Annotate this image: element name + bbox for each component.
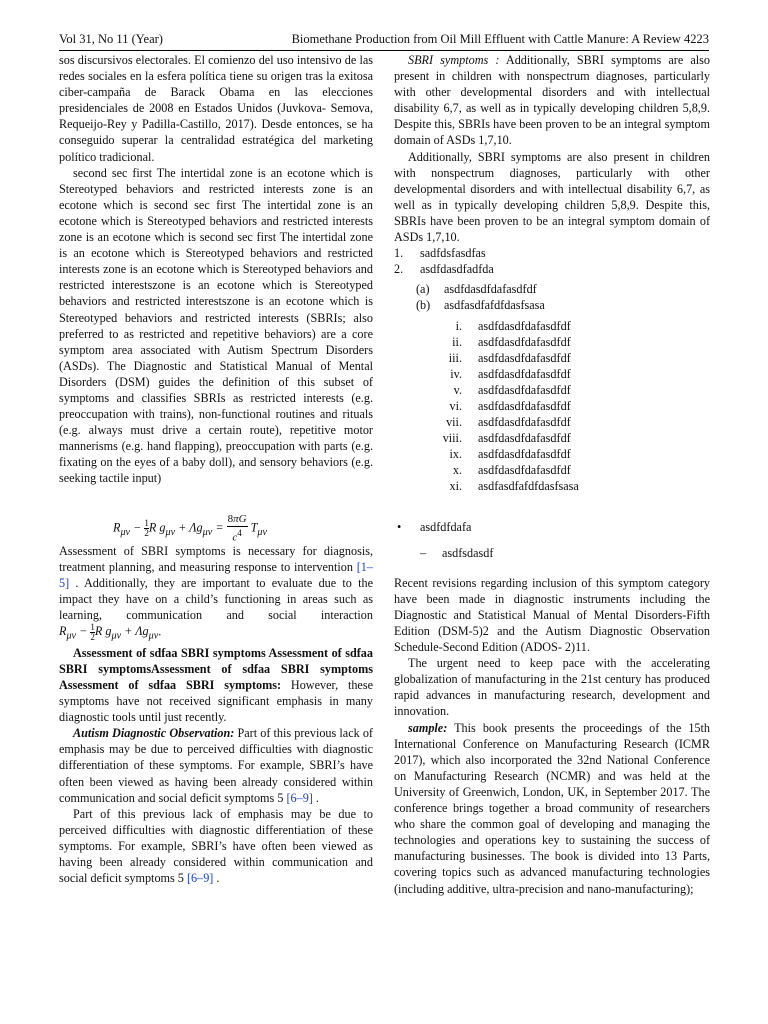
list-item	[394, 382, 710, 398]
lettered-list	[394, 281, 710, 313]
list-item-text: asdfdasdfdafasdfdf	[478, 431, 571, 446]
list-item	[394, 430, 710, 446]
header-volume: Vol 31, No 11 (Year)	[59, 32, 163, 46]
list-item	[394, 281, 710, 297]
list-item	[394, 366, 710, 382]
paragraph-lack-of-emphasis	[59, 806, 373, 886]
list-item-text: sadfdsfasdfas	[420, 246, 486, 261]
list-item-text: asdfdasdfdafasdfdf	[478, 366, 571, 381]
list-item-text: asdfdasdfdafasdfdf	[478, 447, 571, 462]
list-marker: 1.	[394, 246, 404, 261]
text-run: However, these symptoms have not received significant emphasis in many diagnostic tools until just recently.	[59, 678, 373, 725]
left-column	[59, 52, 373, 886]
run-in-heading: Autism Diagnostic Observation:	[73, 726, 235, 741]
paragraph-spanish-intro: sos discursivos electorales. El comienzo del uso intensivo de las redes sociales en la esfera política tiene su origen tras la exitosa ciber-campaña de Barack Obama en las elecciones presidenciales de 2008 en Estados Unidos (Juvkova- Semova, Requeijo-Rey y Padilla-Castillo, 2017). Desde entonces, se ha conseguido superar la centralidad estratégica del marketing político tradicional.	[59, 53, 373, 164]
list-item	[394, 261, 710, 277]
list-marker: xi.	[449, 479, 462, 494]
bullet-list	[394, 519, 710, 535]
paragraph-recent-revisions: Recent revisions regarding inclusion of this symptom category have been made in diagnostic instruments including the Diagnostic and Statistical Manual of Mental Disorders-Fifth Edition (DSM-5)2 and the Autism Diagnostic Observation Schedule-Second Edition (ADOS- 2)11.	[394, 575, 710, 655]
bullet-marker: •	[397, 519, 402, 534]
text-run: Part of this previous lack of emphasis may be due to perceived difficulties with diagnostic differentiation of these symptoms. For example, SBRI’s have often been viewed as having been already considered within communication and social deficit symptoms 5	[59, 806, 373, 886]
text-run: . Additionally, they are important to evaluate due to the impact they have on a child’s functioning in areas such as learning, communication and social interaction	[59, 575, 373, 622]
list-item	[394, 446, 710, 462]
list-item-text: asdfsdasdf	[442, 545, 494, 560]
list-item	[394, 478, 710, 494]
bold-run-heading: Assessment of sdfaa SBRI symptoms Assessment of sdfaa SBRI symptomsAssessment of sdfaa SBRI symptoms Assessment of sdfaa SBRI symptoms:	[59, 645, 373, 693]
list-item-text: asdfdasdfadfda	[420, 262, 494, 277]
list-item-text: asdfdasdfdafasdfdf	[478, 463, 571, 478]
list-marker: (b)	[416, 298, 431, 313]
numbered-list	[394, 245, 710, 277]
roman-list	[394, 318, 710, 495]
list-marker: x.	[452, 463, 462, 478]
list-item	[394, 545, 710, 561]
text-run: .	[213, 871, 220, 886]
right-column	[394, 52, 710, 897]
list-item-text: asdfdasdfdafasdfdf	[478, 318, 571, 333]
list-item	[394, 398, 710, 414]
paragraph-sbri-symptoms	[394, 52, 710, 149]
list-item	[394, 462, 710, 478]
list-item-text: asdfdasdfdafasdfdf	[478, 415, 571, 430]
citation-link[interactable]: [6–9]	[186, 871, 214, 886]
dash-list	[394, 545, 710, 561]
text-run: Part of this previous lack of emphasis may be due to perceived difficulties with diagnostic differentiation of these symptoms. For example, SBRI’s have often been viewed as having been already considered within communication and social deficit symptoms 5	[59, 726, 373, 805]
text-run: Additionally, SBRI symptoms are also present in children with nonspectrum diagnoses, particularly with other developmental disorders and with intellectual disability 6,7, as well as in typically developing children 5,8,9. Despite this, SBRIs have been proven to be an integral symptom domain of ASDs 1,7,10.	[394, 53, 710, 148]
list-item	[394, 334, 710, 350]
list-marker: iv.	[450, 366, 462, 381]
list-marker: ix.	[449, 447, 462, 462]
dash-marker: –	[420, 545, 427, 560]
list-marker: 2.	[394, 262, 404, 277]
text-run: .	[312, 790, 319, 805]
list-marker: vii.	[446, 415, 462, 430]
list-item	[394, 414, 710, 430]
citation-link[interactable]: [6–9]	[286, 790, 313, 805]
list-item-text: asdfdasdfdafasdfdf	[478, 382, 571, 397]
list-item-text: asdfdasdfdafasdfdf	[478, 350, 571, 365]
einstein-equation: $R_{\mu\nu}$ − $\frac{1}{2}$ R $g_{\mu\nu} + \Lambda g_{\mu\nu}$ = $\frac{8\pi G}{c^4}$ $T_{\mu\nu}$	[113, 512, 267, 544]
list-item	[394, 297, 710, 313]
paragraph-assessment	[59, 543, 373, 645]
inline-equation: $R_{\mu\nu}$ − $\frac{1}{2}$ R $g_{\mu\nu} + \Lambda g_{\mu\nu}$	[59, 622, 159, 642]
list-item	[394, 350, 710, 366]
list-marker: vi.	[449, 398, 462, 413]
list-item	[394, 318, 710, 334]
list-marker: viii.	[442, 431, 462, 446]
paragraph-assessment-sdfaa	[59, 645, 373, 725]
paragraph-additionally: Additionally, SBRI symptoms are also present in children with nonspectrum diagnoses, particularly with other developmental disorders and with intellectual disability 6,7, as well as in typically developing children 5,8,9. Despite this, SBRIs have been proven to be an integral symptom domain of ASDs 1,7,10.	[394, 149, 710, 245]
list-item-text: asdfasdfafdfdasfsasa	[478, 479, 579, 494]
display-equation	[59, 499, 373, 544]
text-run: Assessment of SBRI symptoms is necessary for diagnosis, treatment planning, and measuring response to intervention	[59, 543, 373, 574]
list-item-text: asdfdasdfdafasdfdf	[478, 334, 571, 349]
paragraph-sbri-definition: second sec first The intertidal zone is an ecotone which is Stereotyped behaviors and restricted interests zone is an ecotone which is second sec first The intertidal zone is an ecotone which is Stereotyped behaviors and restricted interests zone is an ecotone which is second sec first The intertidal zone is an ecotone which is Stereotyped behaviors and restricted interests zone is an ecotone which is Stereotyped behaviors and restricted interestszone is an ecotone which is Stereotyped behaviors and restricted interestszone is an ecotone which is Stereotyped behaviors and restricted interests (SBRIs; also preferred to as restricted and repetitive behaviors) are a core symptom area associated with Autism Spectrum Disorders (ASDs). The Diagnostic and Statistical Manual of Mental Disorders (DSM) guides the definition of this subset of symptoms and classifies SBRIs as restricted interests (e.g. preoccupation with trains), non-functional routines and rituals (e.g. always must drive a certain route), repetitive motor mannerisms (e.g. hand flapping), preoccupation with parts (e.g. fixating on the eyes of a baby doll), and sensory behaviors (e.g. seeking tactile input)	[59, 165, 373, 486]
list-item-text: asdfdfdafa	[420, 519, 472, 534]
list-marker: iii.	[448, 350, 462, 365]
list-marker: v.	[453, 382, 462, 397]
citation-link[interactable]: [1–5]	[59, 559, 373, 590]
list-item-text: asdfdasdfdafasdfdf	[444, 282, 537, 297]
running-header	[59, 30, 709, 51]
list-marker: i.	[455, 318, 462, 333]
list-item	[394, 245, 710, 261]
list-marker: ii.	[452, 334, 462, 349]
run-in-heading: SBRI symptoms :	[408, 53, 500, 67]
paragraph-sample	[394, 720, 710, 897]
list-item	[394, 519, 710, 535]
header-title-page: Biomethane Production from Oil Mill Effluent with Cattle Manure: A Review 4223	[291, 32, 709, 46]
paragraph-urgent-need: The urgent need to keep pace with the accelerating globalization of manufacturing in the 21st century has produced rapid advances in manufacturing research, development and innovation.	[394, 656, 710, 719]
text-run: This book presents the proceedings of the 15th International Conference on Manufacturing Research (ICMR 2017), which also incorporated the 32nd National Conference on Manufacturing Research (NCMR) and was held at the University of Greenwich, London, UK, in September 2017. The conference brings together a broad community of researchers who share the common goal of developing and managing the technologies and operations key to sustaining the success of manufacturing businesses. The book is divided into 13 Parts, covering topics such as advanced manufacturing technologies (including additive, ultra-precision and nano-manufacturing);	[394, 720, 710, 896]
run-in-heading: sample:	[408, 720, 448, 735]
text-run: .	[158, 624, 162, 639]
list-item-text: asdfasdfafdfdasfsasa	[444, 298, 545, 313]
paragraph-autism-diagnostic	[59, 725, 373, 805]
list-item-text: asdfdasdfdafasdfdf	[478, 398, 571, 413]
list-marker: (a)	[416, 282, 430, 297]
